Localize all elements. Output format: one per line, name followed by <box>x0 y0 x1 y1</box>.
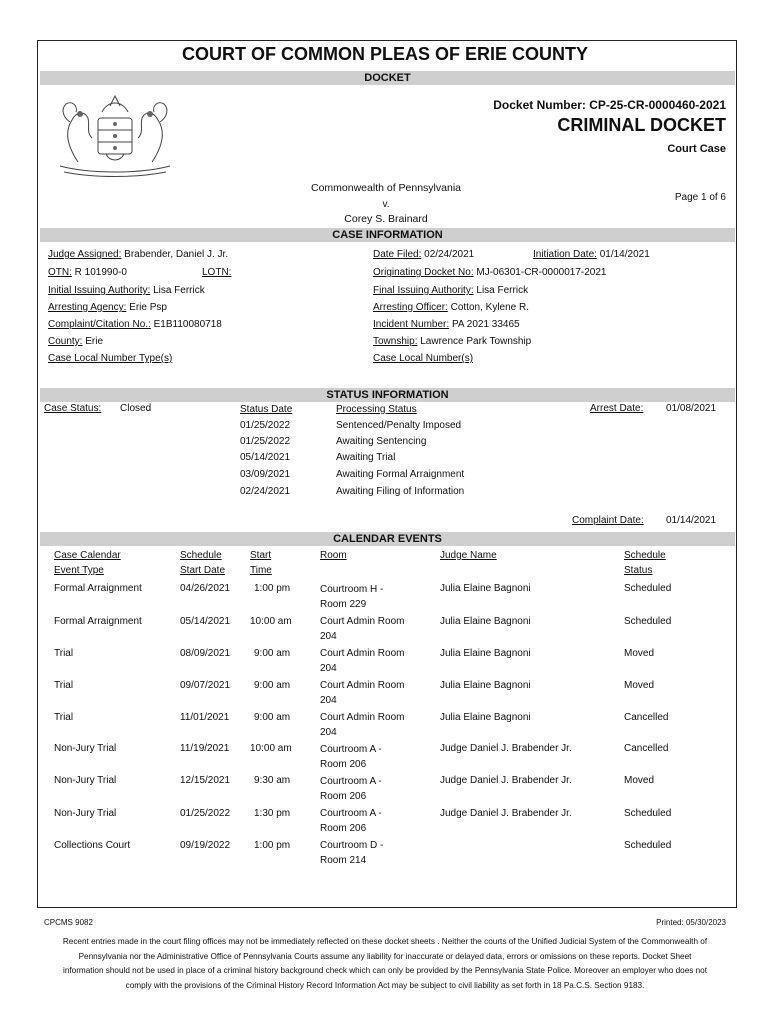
initiation-date <box>533 249 650 260</box>
event-time: 10:00 am <box>250 616 292 627</box>
plaintiff: Commonwealth of Pennsylvania <box>311 182 461 194</box>
event-judge: Julia Elaine Bagnoni <box>440 648 531 659</box>
event-status: Scheduled <box>624 808 672 819</box>
event-date: 12/15/2021 <box>180 775 231 786</box>
status-row-date: 03/09/2021 <box>240 469 291 480</box>
event-time: 9:00 am <box>254 648 291 659</box>
event-room-line2: Room 206 <box>320 791 367 802</box>
event-time: 10:00 am <box>250 743 292 754</box>
event-type: Trial <box>54 648 74 659</box>
status-row-date: 05/14/2021 <box>240 452 291 463</box>
versus: v. <box>382 199 390 210</box>
event-date: 05/14/2021 <box>180 616 231 627</box>
event-date: 04/26/2021 <box>180 583 231 594</box>
event-room-line1: Court Admin Room <box>320 648 405 659</box>
event-judge: Judge Daniel J. Brabender Jr. <box>440 808 572 819</box>
col-room: Room <box>320 550 347 561</box>
event-judge: Julia Elaine Bagnoni <box>440 583 531 594</box>
officer-label: Arresting Officer: <box>373 302 448 313</box>
final-authority <box>373 285 528 296</box>
event-time: 9:30 am <box>254 775 291 786</box>
event-room-line2: 204 <box>320 727 337 738</box>
originating-docket <box>373 267 606 278</box>
event-room-line1: Courtroom A - <box>320 776 382 787</box>
calendar-events-bar: CALENDAR EVENTS <box>40 532 735 546</box>
complaint-date-label: Complaint Date: <box>572 515 644 526</box>
case-local-number-type: Case Local Number Type(s) <box>48 353 173 364</box>
event-room-line1: Courtroom H - <box>320 584 384 595</box>
event-date: 08/09/2021 <box>180 648 231 659</box>
arrest-date-label: Arrest Date: <box>590 403 644 414</box>
case-status-value: Closed <box>120 403 152 414</box>
judge-value: Brabender, Daniel J. Jr. <box>124 249 229 260</box>
otn-value: R 101990-0 <box>74 267 127 278</box>
col-start-time-1: Start <box>250 550 272 561</box>
col-status-1: Schedule <box>624 550 666 561</box>
event-judge: Judge Daniel J. Brabender Jr. <box>440 775 572 786</box>
event-status: Scheduled <box>624 616 672 627</box>
orig-docket-value: MJ-06301-CR-0000017-2021 <box>476 267 607 278</box>
event-type: Non-Jury Trial <box>54 775 117 786</box>
complaint-citation <box>48 319 222 330</box>
pennsylvania-seal <box>50 92 180 178</box>
agency-value: Erie Psp <box>129 302 167 313</box>
event-date: 09/07/2021 <box>180 680 231 691</box>
complaint-label: Complaint/Citation No.: <box>48 319 151 330</box>
county-label: County: <box>48 336 83 347</box>
event-status: Moved <box>624 648 655 659</box>
col-status-2: Status <box>624 565 653 576</box>
event-room-line2: 204 <box>320 695 337 706</box>
initiation-value: 01/14/2021 <box>599 249 650 260</box>
event-status: Cancelled <box>624 712 669 723</box>
arresting-agency <box>48 302 167 313</box>
complaint-value: E1B110080718 <box>153 319 222 330</box>
arrest-date-value: 01/08/2021 <box>666 403 717 414</box>
initial-authority <box>48 285 205 296</box>
orig-docket-label: Originating Docket No: <box>373 267 474 278</box>
status-row-status: Sentenced/Penalty Imposed <box>336 420 462 431</box>
event-room-line2: Room 206 <box>320 759 367 770</box>
incident-label: Incident Number: <box>373 319 450 330</box>
event-status: Moved <box>624 680 655 691</box>
event-type: Formal Arraignment <box>54 616 142 627</box>
event-time: 9:00 am <box>254 712 291 723</box>
event-status: Cancelled <box>624 743 669 754</box>
incident-number <box>373 319 520 330</box>
init-auth-value: Lisa Ferrick <box>153 285 205 296</box>
event-room-line2: Room 214 <box>320 855 367 866</box>
event-room-line1: Court Admin Room <box>320 712 405 723</box>
event-type: Collections Court <box>54 840 131 851</box>
complaint-date-value: 01/14/2021 <box>666 515 717 526</box>
status-row-date: 01/25/2022 <box>240 436 291 447</box>
status-row-date: 02/24/2021 <box>240 486 291 497</box>
otn <box>48 267 127 278</box>
event-room-line1: Courtroom A - <box>320 808 382 819</box>
disclaimer: Recent entries made in the court filing offices may not be immediately reflected on these docket sheets . Neither the courts of the Unified Judicial System of the Commonwealth of Pennsylvania nor the Administrative Office of Pennsylvania Courts assume any liability for inaccurate or delayed data, errors or omissions on these reports. Docket Sheet information should not be used in place of a criminal history background check which can only be provided by the Pennsylvania State Police. Moreover an employer who does not comply with the provisions of the Criminal History Record Information Act may be subject to civil liability as set forth in 18 Pa.C.S. Section 9183. <box>62 937 708 990</box>
event-date: 01/25/2022 <box>180 808 231 819</box>
status-row-status: Awaiting Trial <box>336 452 396 463</box>
docket-type: CRIMINAL DOCKET <box>557 115 726 135</box>
printed-date: Printed: 05/30/2023 <box>656 918 726 927</box>
event-date: 11/01/2021 <box>180 712 230 723</box>
col-event-type-2: Event Type <box>54 565 104 576</box>
event-status: Scheduled <box>624 583 672 594</box>
docket-bar: DOCKET <box>40 71 735 85</box>
event-room-line2: Room 229 <box>320 599 367 610</box>
event-type: Non-Jury Trial <box>54 743 117 754</box>
final-auth-value: Lisa Ferrick <box>476 285 529 296</box>
event-room-line1: Courtroom D - <box>320 840 384 851</box>
col-start-date-2: Start Date <box>180 565 226 576</box>
col-start-time-2: Time <box>250 565 272 576</box>
date-filed-label: Date Filed: <box>373 249 422 260</box>
final-auth-label: Final Issuing Authority: <box>373 285 474 296</box>
status-info-bar: STATUS INFORMATION <box>40 388 735 402</box>
processing-status-header: Processing Status <box>336 404 417 415</box>
township <box>373 336 531 347</box>
arresting-officer <box>373 302 529 313</box>
event-type: Trial <box>54 680 74 691</box>
case-kind: Court Case <box>667 143 726 155</box>
event-judge: Julia Elaine Bagnoni <box>440 712 531 723</box>
status-row-status: Awaiting Sentencing <box>336 436 427 447</box>
otn-label: OTN: <box>48 267 72 278</box>
event-time: 1:00 pm <box>254 840 291 851</box>
status-row-status: Awaiting Filing of Information <box>336 486 465 497</box>
date-filed-value: 02/24/2021 <box>424 249 475 260</box>
county <box>48 336 103 347</box>
court-title: COURT OF COMMON PLEAS OF ERIE COUNTY <box>181 44 588 64</box>
case-info-bar: CASE INFORMATION <box>40 228 735 242</box>
agency-label: Arresting Agency: <box>48 302 127 313</box>
event-type: Formal Arraignment <box>54 583 142 594</box>
township-label: Township: <box>373 336 418 347</box>
incident-value: PA 2021 33465 <box>451 319 520 330</box>
event-date: 09/19/2022 <box>180 840 231 851</box>
case-status-label: Case Status: <box>44 403 102 414</box>
event-judge: Julia Elaine Bagnoni <box>440 616 531 627</box>
lotn-label: LOTN: <box>202 267 232 278</box>
status-row-status: Awaiting Formal Arraignment <box>336 469 465 480</box>
status-row-date: 01/25/2022 <box>240 420 291 431</box>
event-room-line1: Courtroom A - <box>320 744 382 755</box>
case-local-numbers: Case Local Number(s) <box>373 353 474 364</box>
event-room-line2: 204 <box>320 631 337 642</box>
judge-assigned <box>48 249 228 260</box>
col-judge: Judge Name <box>440 550 497 561</box>
init-auth-label: Initial Issuing Authority: <box>48 285 151 296</box>
initiation-label: Initiation Date: <box>533 249 597 260</box>
page-indicator: Page 1 of 6 <box>674 192 726 203</box>
event-date: 11/19/2021 <box>180 743 230 754</box>
event-room-line1: Court Admin Room <box>320 680 405 691</box>
event-time: 1:00 pm <box>254 583 291 594</box>
event-type: Trial <box>54 712 74 723</box>
officer-value: Cotton, Kylene R. <box>450 302 529 313</box>
event-room-line1: Court Admin Room <box>320 616 405 627</box>
event-time: 9:00 am <box>254 680 291 691</box>
defendant: Corey S. Brainard <box>344 213 428 225</box>
col-event-type-1: Case Calendar <box>54 550 121 561</box>
event-status: Moved <box>624 775 655 786</box>
judge-label: Judge Assigned: <box>48 249 122 260</box>
event-status: Scheduled <box>624 840 672 851</box>
event-judge: Judge Daniel J. Brabender Jr. <box>440 743 572 754</box>
event-judge: Julia Elaine Bagnoni <box>440 680 531 691</box>
status-date-header: Status Date <box>240 404 293 415</box>
date-filed <box>373 249 474 260</box>
event-room-line2: Room 206 <box>320 823 367 834</box>
col-start-date-1: Schedule <box>180 550 222 561</box>
event-type: Non-Jury Trial <box>54 808 117 819</box>
event-room-line2: 204 <box>320 663 337 674</box>
form-id: CPCMS 9082 <box>44 918 93 927</box>
county-value: Erie <box>85 336 104 347</box>
event-time: 1:30 pm <box>254 808 291 819</box>
township-value: Lawrence Park Township <box>420 336 532 347</box>
docket-number: Docket Number: CP-25-CR-0000460-2021 <box>493 98 726 112</box>
